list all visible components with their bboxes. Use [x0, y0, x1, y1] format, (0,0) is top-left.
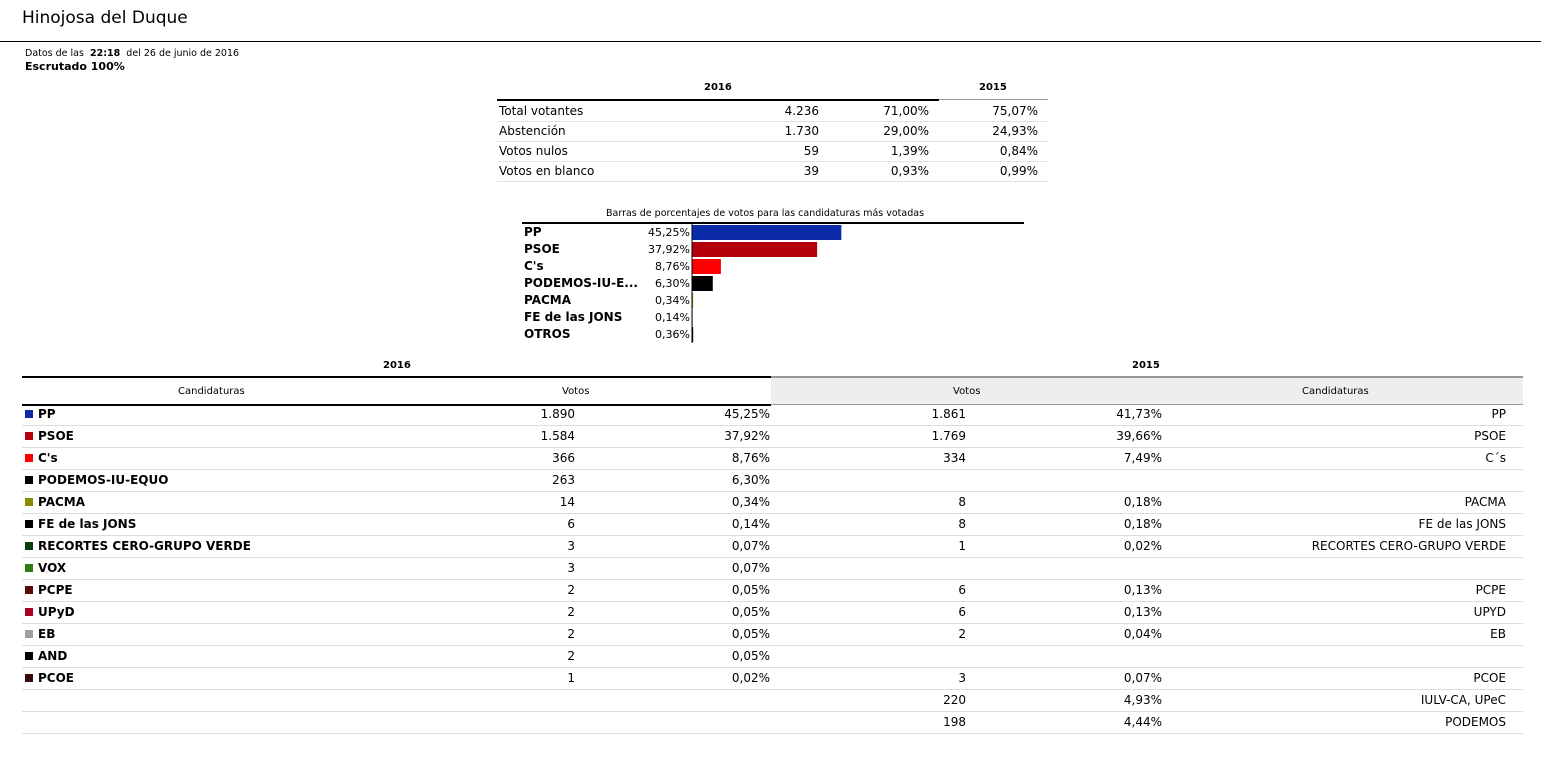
party-name-2016: PCOE	[38, 671, 74, 685]
chart-bar	[692, 276, 713, 291]
votes-2015: 2	[958, 627, 966, 641]
pct-2016: 0,07%	[731, 539, 770, 553]
summary-pct-2016: 71,00%	[883, 104, 929, 118]
party-name-2015: FE de las JONS	[1418, 517, 1506, 531]
votes-2015: 1	[958, 539, 966, 553]
votes-2016: 366	[552, 451, 575, 465]
votes-2015: 8	[958, 517, 966, 531]
table-row	[22, 536, 1523, 558]
summary-label: Votos nulos	[499, 144, 568, 158]
pct-2015: 0,18%	[1123, 517, 1162, 531]
party-name-2016: VOX	[38, 561, 67, 575]
summary-pct-2015: 24,93%	[992, 124, 1038, 138]
votes-2015: 1.769	[931, 429, 966, 443]
chart-category-label: PSOE	[524, 242, 560, 256]
pct-2015: 0,02%	[1123, 539, 1162, 553]
table-row	[22, 690, 1523, 712]
pct-2016: 0,05%	[731, 605, 770, 619]
party-color-swatch	[25, 432, 33, 440]
votes-2016: 3	[567, 561, 575, 575]
pct-2016: 0,07%	[731, 561, 770, 575]
title-divider	[0, 41, 1541, 42]
pct-2015: 0,13%	[1123, 583, 1162, 597]
votes-2016: 2	[567, 649, 575, 663]
summary-pct-2015: 0,84%	[999, 144, 1038, 158]
header-2015	[771, 376, 1523, 405]
votes-2016: 2	[567, 583, 575, 597]
party-color-swatch	[25, 608, 33, 616]
chart-category-label: PP	[524, 225, 542, 239]
party-color-swatch	[25, 498, 33, 506]
party-color-swatch	[25, 564, 33, 572]
chart-bar	[692, 225, 841, 240]
table-row	[22, 558, 1523, 580]
pct-2016: 0,34%	[731, 495, 770, 509]
summary-year-2016: 2016	[704, 82, 732, 93]
party-color-swatch	[25, 542, 33, 550]
votes-2016: 6	[567, 517, 575, 531]
data-timestamp	[25, 48, 239, 59]
party-name-2016: PACMA	[38, 495, 86, 509]
summary-label: Abstención	[499, 124, 566, 138]
party-name-2016: PCPE	[38, 583, 73, 597]
page-title: Hinojosa del Duque	[22, 8, 188, 28]
votes-2016: 1.584	[540, 429, 575, 443]
pct-2015: 0,04%	[1123, 627, 1162, 641]
chart-category-label: PACMA	[524, 293, 572, 307]
chart-value-label: 37,92%	[648, 243, 690, 256]
table-row	[22, 492, 1523, 514]
pct-2016: 0,14%	[731, 517, 770, 531]
party-name-2015: EB	[1490, 627, 1506, 641]
data-time: 22:18	[90, 48, 121, 59]
party-name-2015: RECORTES CERO-GRUPO VERDE	[1311, 539, 1506, 553]
party-name-2016: PSOE	[38, 429, 74, 443]
pct-2016: 0,05%	[731, 649, 770, 663]
party-name-2016: AND	[38, 649, 68, 663]
summary-count: 59	[803, 144, 819, 158]
chart-category-label: OTROS	[524, 327, 571, 341]
party-color-swatch	[25, 454, 33, 462]
party-name-2016: RECORTES CERO-GRUPO VERDE	[38, 539, 251, 553]
table-row	[22, 514, 1523, 536]
party-name-2015: PODEMOS	[1445, 715, 1506, 729]
table-row	[22, 646, 1523, 668]
votes-2016: 3	[567, 539, 575, 553]
header-votos-2015: Votos	[953, 386, 981, 397]
summary-count: 1.730	[784, 124, 819, 138]
votes-2016: 1.890	[540, 407, 575, 421]
pct-2016: 45,25%	[724, 407, 770, 421]
party-color-swatch	[25, 630, 33, 638]
pct-2015: 7,49%	[1123, 451, 1162, 465]
pct-2015: 4,93%	[1123, 693, 1162, 707]
party-color-swatch	[25, 410, 33, 418]
party-color-swatch	[25, 520, 33, 528]
pct-2016: 6,30%	[731, 473, 770, 487]
header-candidaturas-2015: Candidaturas	[1302, 386, 1369, 397]
votes-2015: 6	[958, 583, 966, 597]
party-name-2015: PCOE	[1473, 671, 1506, 685]
party-color-swatch	[25, 674, 33, 682]
chart-title: Barras de porcentajes de votos para las candidaturas más votadas	[606, 208, 925, 219]
votes-2016: 1	[567, 671, 575, 685]
party-name-2016: PP	[38, 407, 56, 421]
pct-2015: 39,66%	[1116, 429, 1162, 443]
party-name-2015: PACMA	[1464, 495, 1506, 509]
summary-row	[497, 121, 1048, 142]
votes-2016: 263	[552, 473, 575, 487]
chart-category-label: C's	[524, 259, 544, 273]
main-year-2016: 2016	[383, 360, 411, 371]
summary-label: Total votantes	[499, 104, 584, 118]
summary-row	[497, 101, 1048, 122]
party-name-2016: C's	[38, 451, 58, 465]
chart-value-label: 45,25%	[648, 226, 690, 239]
pct-2016: 0,05%	[731, 627, 770, 641]
chart-value-label: 0,14%	[655, 311, 690, 324]
chart-category-label: FE de las JONS	[524, 310, 623, 324]
summary-pct-2016: 0,93%	[890, 164, 929, 178]
table-row	[22, 624, 1523, 646]
chart-bar	[692, 259, 721, 274]
summary-row	[497, 161, 1048, 182]
party-name-2016: UPyD	[38, 605, 75, 619]
summary-rule-2015	[939, 99, 1048, 100]
pct-2015: 0,13%	[1123, 605, 1162, 619]
header-2016	[22, 376, 771, 406]
header-candidaturas-2016: Candidaturas	[178, 386, 245, 397]
votes-2015: 220	[943, 693, 966, 707]
summary-pct-2016: 29,00%	[883, 124, 929, 138]
pct-2015: 41,73%	[1116, 407, 1162, 421]
data-prefix: Datos de las	[25, 48, 84, 59]
pct-2015: 0,18%	[1123, 495, 1162, 509]
pct-2016: 8,76%	[731, 451, 770, 465]
chart-category-label: PODEMOS-IU-E...	[524, 276, 638, 290]
table-row	[22, 448, 1523, 470]
votes-2016: 2	[567, 627, 575, 641]
votes-2015: 3	[958, 671, 966, 685]
summary-pct-2015: 75,07%	[992, 104, 1038, 118]
votes-2015: 6	[958, 605, 966, 619]
pct-2016: 0,05%	[731, 583, 770, 597]
table-row	[22, 668, 1523, 690]
chart-value-label: 0,36%	[655, 328, 690, 341]
table-row	[22, 712, 1523, 734]
party-color-swatch	[25, 586, 33, 594]
scrutiny-status: Escrutado 100%	[25, 60, 125, 73]
table-row	[22, 426, 1523, 448]
summary-year-2015: 2015	[979, 82, 1007, 93]
party-name-2015: C´s	[1485, 451, 1506, 465]
votes-2015: 334	[943, 451, 966, 465]
table-row	[22, 404, 1523, 426]
chart-value-label: 8,76%	[655, 260, 690, 273]
pct-2015: 4,44%	[1123, 715, 1162, 729]
summary-pct-2016: 1,39%	[890, 144, 929, 158]
party-name-2016: FE de las JONS	[38, 517, 137, 531]
data-suffix: del 26 de junio de 2016	[126, 48, 240, 59]
votes-2015: 8	[958, 495, 966, 509]
chart-bar	[692, 242, 817, 257]
party-color-swatch	[25, 476, 33, 484]
table-row	[22, 580, 1523, 602]
votes-2016: 2	[567, 605, 575, 619]
votes-2015: 198	[943, 715, 966, 729]
chart-value-label: 6,30%	[655, 277, 690, 290]
summary-label: Votos en blanco	[499, 164, 595, 178]
votes-2016: 14	[559, 495, 575, 509]
party-name-2015: IULV-CA, UPeC	[1420, 693, 1506, 707]
summary-count: 39	[803, 164, 819, 178]
table-row	[22, 470, 1523, 492]
summary-row	[497, 141, 1048, 162]
summary-pct-2015: 0,99%	[999, 164, 1038, 178]
party-name-2016: PODEMOS-IU-EQUO	[38, 473, 169, 487]
table-row	[22, 602, 1523, 624]
vote-bar-chart	[522, 208, 1024, 345]
pct-2016: 0,02%	[731, 671, 770, 685]
party-name-2015: PCPE	[1475, 583, 1506, 597]
party-name-2015: PP	[1491, 407, 1506, 421]
votes-2015: 1.861	[931, 407, 966, 421]
party-name-2016: EB	[38, 627, 56, 641]
chart-bars	[522, 224, 1024, 345]
party-color-swatch	[25, 652, 33, 660]
party-name-2015: UPYD	[1473, 605, 1506, 619]
chart-value-label: 0,34%	[655, 294, 690, 307]
party-name-2015: PSOE	[1474, 429, 1506, 443]
header-votos-2016: Votos	[562, 386, 590, 397]
main-year-2015: 2015	[1132, 360, 1160, 371]
pct-2016: 37,92%	[724, 429, 770, 443]
summary-count: 4.236	[784, 104, 819, 118]
pct-2015: 0,07%	[1123, 671, 1162, 685]
